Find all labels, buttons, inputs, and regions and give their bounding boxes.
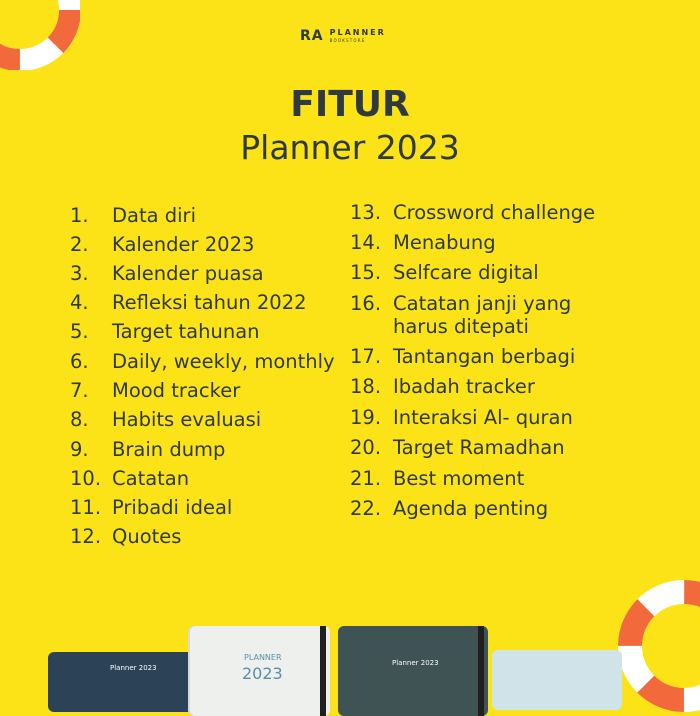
planner-book-light xyxy=(492,650,622,710)
logo-mark: RA xyxy=(300,28,324,44)
page-title: FITUR xyxy=(290,84,410,125)
brand-logo xyxy=(300,28,386,44)
logo-name: PLANNER xyxy=(329,28,386,37)
planner-book-navy: Planner 2023 xyxy=(48,652,198,712)
swim-ring-top-left-icon xyxy=(0,0,80,70)
planner-book-slate: Planner 2023 xyxy=(338,626,488,716)
planner-book-white: PLANNER 2023 xyxy=(190,626,330,716)
logo-sub: BOOKSTORE xyxy=(329,38,366,43)
swim-ring-bottom-right-icon xyxy=(614,576,700,716)
page-subtitle: Planner 2023 xyxy=(240,128,460,167)
